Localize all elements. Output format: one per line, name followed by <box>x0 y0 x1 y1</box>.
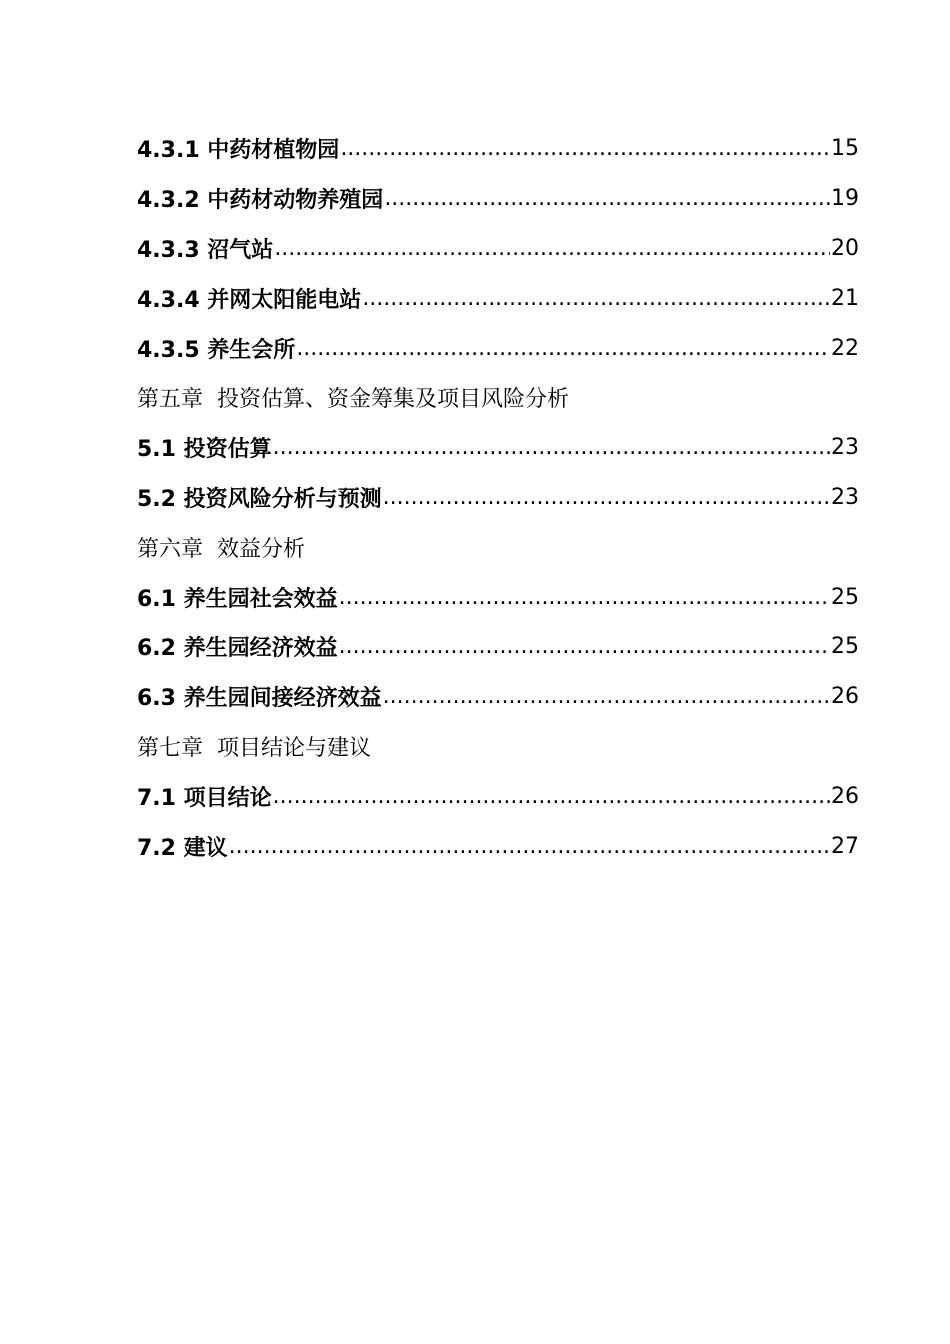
toc-dot-leader <box>273 784 830 809</box>
toc-entry-5-1[interactable] <box>137 423 859 473</box>
toc-chapter-label: 第七章 项目结论与建议 <box>137 735 371 761</box>
toc-entry-label: 7.2 建议 <box>137 835 228 861</box>
toc-page-number: 19 <box>831 186 859 212</box>
toc-dot-leader <box>383 485 830 510</box>
toc-entry-7-1[interactable] <box>137 771 859 821</box>
toc-dot-leader <box>274 236 830 261</box>
toc-entry-4-3-1[interactable] <box>137 124 859 174</box>
toc-entry-6-3[interactable] <box>137 672 859 722</box>
toc-entry-4-3-4[interactable] <box>137 273 859 323</box>
toc-entry-label: 7.1 项目结论 <box>137 785 272 811</box>
toc-entry-label: 6.3 养生园间接经济效益 <box>137 686 382 712</box>
toc-page-number: 27 <box>831 833 859 859</box>
toc-chapter-label: 第六章 效益分析 <box>137 536 305 562</box>
toc-entry-label: 6.1 养生园社会效益 <box>137 586 338 612</box>
toc-page-number: 26 <box>831 783 859 809</box>
toc-chapter-label: 第五章 投资估算、资金筹集及项目风险分析 <box>137 387 569 413</box>
toc-entry-4-3-3[interactable] <box>137 224 859 274</box>
toc-page-number: 23 <box>831 435 859 461</box>
toc-page-number: 21 <box>831 285 859 311</box>
toc-page-number: 20 <box>831 235 859 261</box>
toc-page-number: 15 <box>831 136 859 162</box>
toc-entry-label: 6.2 养生园经济效益 <box>137 636 338 662</box>
toc-chapter-5[interactable] <box>137 373 859 423</box>
toc-page-number: 25 <box>831 634 859 660</box>
toc-entry-label: 4.3.4 并网太阳能电站 <box>137 287 362 313</box>
toc-entry-label: 4.3.5 养生会所 <box>137 337 296 363</box>
toc-entry-7-2[interactable] <box>137 821 859 871</box>
toc-page-number: 22 <box>831 335 859 361</box>
toc-chapter-7[interactable] <box>137 722 859 772</box>
toc-entry-label: 4.3.3 沼气站 <box>137 237 274 263</box>
toc-entry-label: 5.2 投资风险分析与预测 <box>137 486 382 512</box>
toc-entry-5-2[interactable] <box>137 473 859 523</box>
table-of-contents <box>137 124 859 871</box>
toc-entry-label: 4.3.1 中药材植物园 <box>137 138 340 164</box>
toc-entry-label: 5.1 投资估算 <box>137 437 272 463</box>
toc-dot-leader <box>383 684 830 709</box>
toc-dot-leader <box>229 834 830 859</box>
toc-page-number: 26 <box>831 684 859 710</box>
toc-entry-label: 4.3.2 中药材动物养殖园 <box>137 188 384 214</box>
toc-dot-leader <box>362 286 830 311</box>
toc-entry-4-3-5[interactable] <box>137 323 859 373</box>
toc-entry-6-2[interactable] <box>137 622 859 672</box>
toc-page-number: 25 <box>831 584 859 610</box>
toc-chapter-6[interactable] <box>137 522 859 572</box>
toc-dot-leader <box>339 585 830 610</box>
toc-entry-4-3-2[interactable] <box>137 174 859 224</box>
toc-dot-leader <box>273 435 830 460</box>
toc-dot-leader <box>384 186 830 211</box>
toc-page-number: 23 <box>831 484 859 510</box>
toc-entry-6-1[interactable] <box>137 572 859 622</box>
toc-dot-leader <box>296 336 830 361</box>
toc-dot-leader <box>339 634 830 659</box>
toc-dot-leader <box>340 136 830 161</box>
